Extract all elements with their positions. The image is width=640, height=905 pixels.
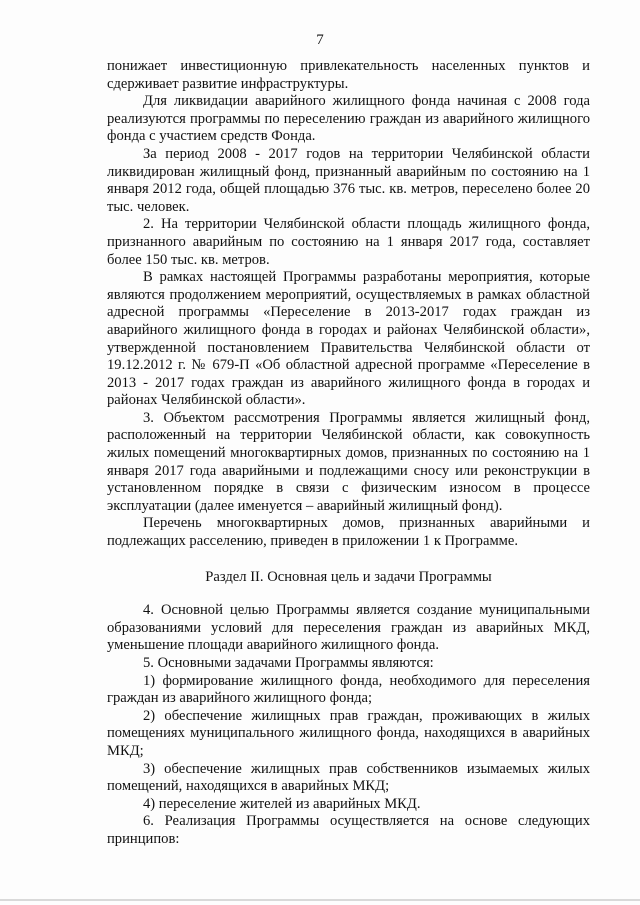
list-item: 3) обеспечение жилищных прав собственников изымаемых жилых помещений, находящихся в аварийных МКД; xyxy=(107,760,590,795)
paragraph-continuation: понижает инвестиционную привлекательность населенных пунктов и сдерживает развитие инфраструктуры. xyxy=(107,58,590,92)
scan-edge-line xyxy=(0,899,640,901)
paragraph: 2. На территории Челябинской области площадь жилищного фонда, признанного аварийным по состоянию на 1 января 2017 года, составляет более 150 тыс. кв. метров. xyxy=(107,216,590,268)
paragraph: В рамках настоящей Программы разработаны мероприятия, которые являются продолжением мероприятий, осуществляемых в рамках областной адресной программы «Переселение в 2013-2017 годах граждан из аварийного жилищного фонда в городах и районах Челябинской области», утвержденной постановлением Правительства Челябинской области от 19.12.2012 г. № 679-П «Об областной адресной программе «Переселение в 2013 - 2017 годах граждан из аварийного жилищного фонда в городах и районах Челябинской области». xyxy=(107,269,590,409)
document-body xyxy=(107,58,590,849)
section-title: Раздел II. Основная цель и задачи Программы xyxy=(205,568,492,585)
list-item: 2) обеспечение жилищных прав граждан, проживающих в жилых помещениях муниципального жилищного фонда, находящихся в аварийных МКД; xyxy=(107,707,590,759)
list-item: 4) переселение жителей из аварийных МКД. xyxy=(143,795,421,812)
page-number: 7 xyxy=(316,32,324,48)
paragraph: 4. Основной целью Программы является создание муниципальными образованиями условий для переселения граждан из аварийных МКД, уменьшение площади аварийного жилищного фонда. xyxy=(107,602,590,654)
paragraph: Для ликвидации аварийного жилищного фонда начиная с 2008 года реализуются программы по переселению граждан из аварийного жилищного фонда с участием средств Фонда. xyxy=(107,93,590,145)
paragraph: 5. Основными задачами Программы являются: xyxy=(143,655,434,671)
paragraph: 6. Реализация Программы осуществляется на основе следующих принципов: xyxy=(107,813,590,847)
paragraph: За период 2008 - 2017 годов на территории Челябинской области ликвидирован жилищный фонд, признанный аварийным по состоянию на 1 января 2012 года, общей площадью 376 тыс. кв. метров, переселено более 20 тыс. человек. xyxy=(107,145,590,215)
list-item: 1) формирование жилищного фонда, необходимого для переселения граждан из аварийного жилищного фонда; xyxy=(107,672,590,707)
paragraph: 3. Объектом рассмотрения Программы является жилищный фонд, расположенный на территории Челябинской области, как совокупность жилых помещений многоквартирных домов, признанных по состоянию на 1 января 2017 года аварийными и подлежащими сносу или реконструкции в установленном порядке в связи с физическим износом в процессе эксплуатации (далее именуется – аварийный жилищный фонд). xyxy=(107,409,590,514)
paragraph: Перечень многоквартирных домов, признанных аварийными и подлежащих расселению, приведен в приложении 1 к Программе. xyxy=(107,515,590,550)
